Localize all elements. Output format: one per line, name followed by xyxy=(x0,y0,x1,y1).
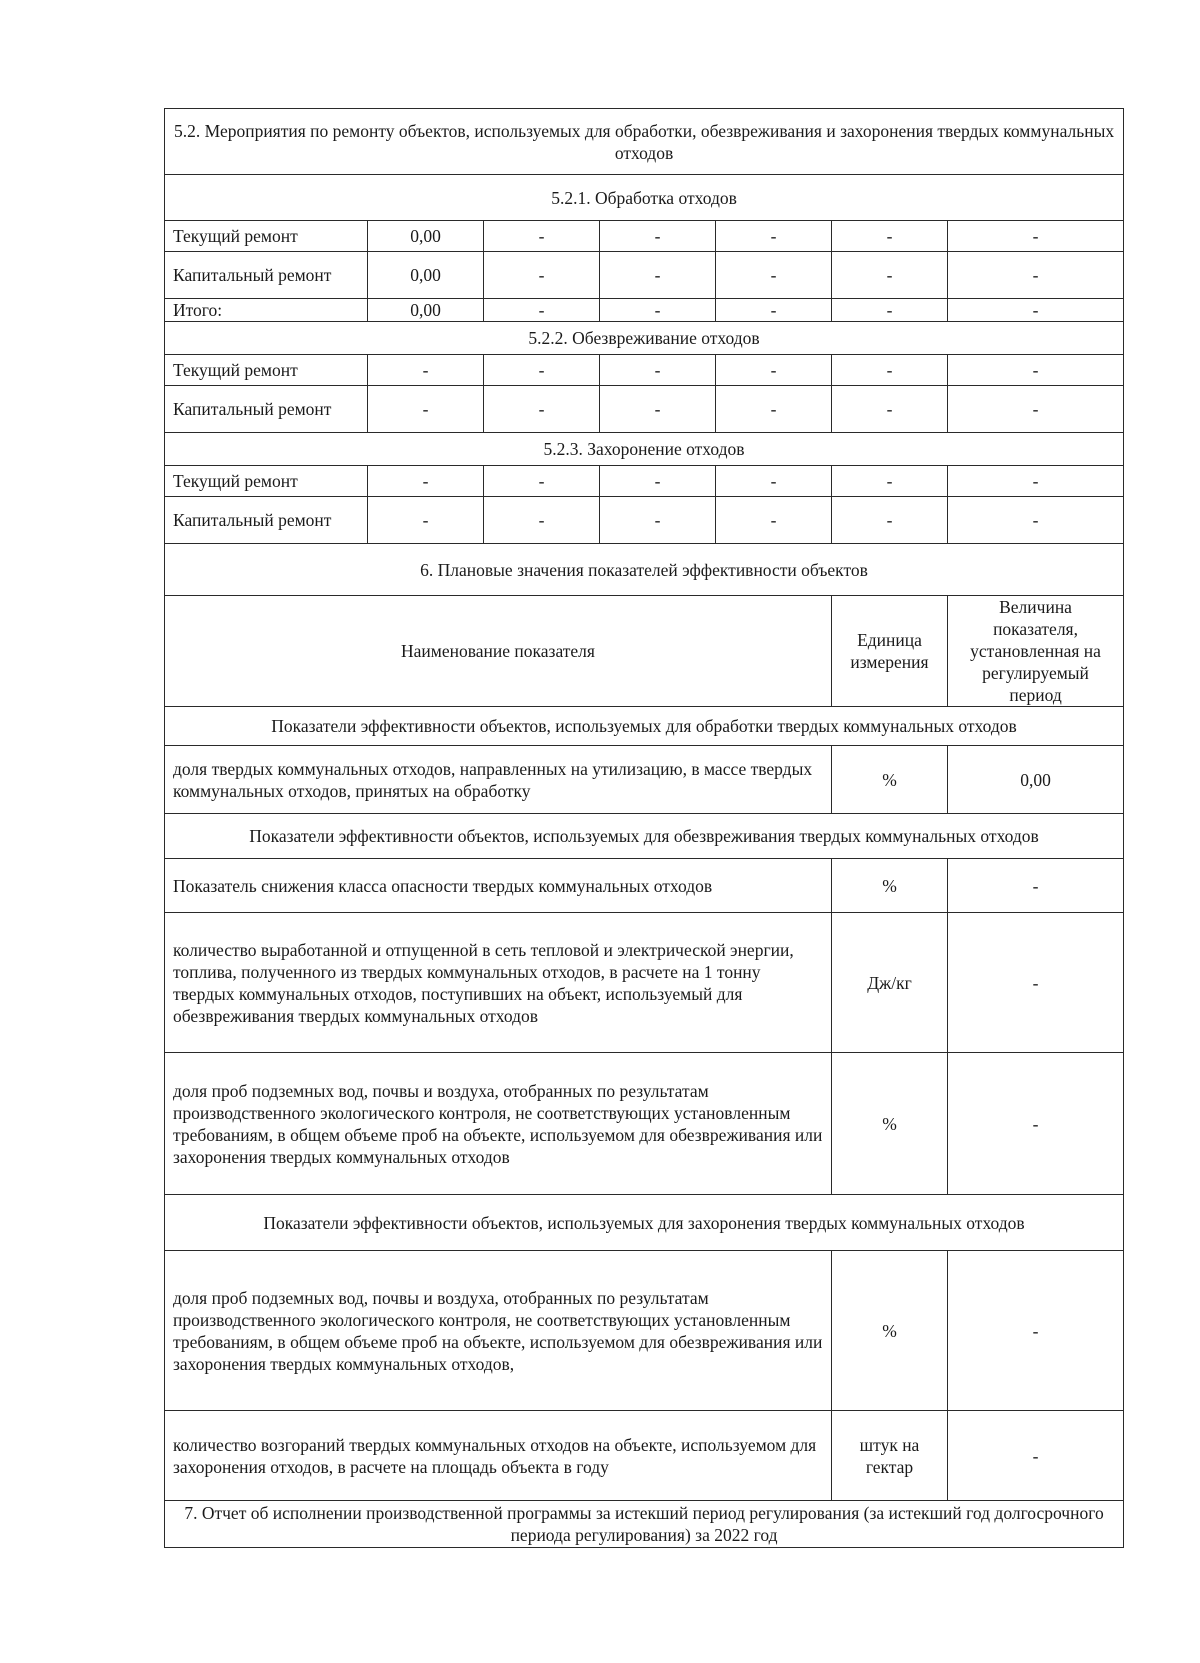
header-value: Величина показателя, установленная на регулируемый период xyxy=(948,596,1124,707)
row-label: Текущий ремонт xyxy=(165,355,368,386)
subsection-5-2-1-title: 5.2.1. Обработка отходов xyxy=(165,175,1124,221)
cell: - xyxy=(832,252,948,299)
table-row xyxy=(165,746,1124,814)
indicator-name: доля проб подземных вод, почвы и воздуха, отобранных по результатам производственного экологического контроля, не соответствующих установленным требованиям, в общем объеме проб на объекте, используемом для обезвреживания или захоронения твердых коммунальных отходов, xyxy=(165,1251,832,1411)
group-2-title: Показатели эффективности объектов, используемых для обезвреживания твердых коммунальных отходов xyxy=(165,814,1124,859)
indicator-name: Показатель снижения класса опасности твердых коммунальных отходов xyxy=(165,859,832,913)
cell: - xyxy=(368,466,484,497)
subsection-5-2-3-title: 5.2.3. Захоронение отходов xyxy=(165,433,1124,466)
section-5-2-title: 5.2. Мероприятия по ремонту объектов, используемых для обработки, обезвреживания и захоронения твердых коммунальных отходов xyxy=(165,109,1124,175)
header-unit: Единица измерения xyxy=(832,596,948,707)
subsection-5-2-2-title: 5.2.2. Обезвреживание отходов xyxy=(165,322,1124,355)
cell: - xyxy=(716,355,832,386)
cell: - xyxy=(948,355,1124,386)
cell: - xyxy=(832,466,948,497)
group-1-title: Показатели эффективности объектов, используемых для обработки твердых коммунальных отходов xyxy=(165,707,1124,746)
cell: - xyxy=(484,466,600,497)
cell: - xyxy=(832,221,948,252)
cell: 0,00 xyxy=(368,299,484,322)
cell: - xyxy=(484,221,600,252)
table-row xyxy=(165,1251,1124,1411)
cell: - xyxy=(368,355,484,386)
section-6-title: 6. Плановые значения показателей эффективности объектов xyxy=(165,544,1124,596)
cell: - xyxy=(948,386,1124,433)
row-label: Капитальный ремонт xyxy=(165,386,368,433)
cell: - xyxy=(368,386,484,433)
table-row xyxy=(165,913,1124,1053)
indicator-value: - xyxy=(948,1251,1124,1411)
cell: - xyxy=(484,252,600,299)
cell: - xyxy=(484,299,600,322)
indicator-value: 0,00 xyxy=(948,746,1124,814)
cell: - xyxy=(484,386,600,433)
row-label: Капитальный ремонт xyxy=(165,497,368,544)
cell: - xyxy=(948,221,1124,252)
cell: - xyxy=(368,497,484,544)
table-row xyxy=(165,221,1124,252)
cell: - xyxy=(716,221,832,252)
table-row xyxy=(165,355,1124,386)
indicator-unit: % xyxy=(832,1251,948,1411)
cell: - xyxy=(600,466,716,497)
indicator-unit: Дж/кг xyxy=(832,913,948,1053)
cell: - xyxy=(716,299,832,322)
cell: - xyxy=(832,386,948,433)
table-row xyxy=(165,859,1124,913)
cell: - xyxy=(948,299,1124,322)
cell: 0,00 xyxy=(368,221,484,252)
indicator-name: доля проб подземных вод, почвы и воздуха, отобранных по результатам производственного экологического контроля, не соответствующих установленным требованиям, в общем объеме проб на объекте, используемом для обезвреживания или захоронения твердых коммунальных отходов xyxy=(165,1053,832,1195)
cell: - xyxy=(948,252,1124,299)
cell: - xyxy=(600,252,716,299)
cell: - xyxy=(484,355,600,386)
cell: - xyxy=(948,466,1124,497)
row-label: Текущий ремонт xyxy=(165,466,368,497)
cell: - xyxy=(600,386,716,433)
report-table xyxy=(164,108,1124,1548)
cell: - xyxy=(832,497,948,544)
cell: - xyxy=(832,299,948,322)
cell: - xyxy=(600,221,716,252)
row-label: Итого: xyxy=(165,299,368,322)
cell: - xyxy=(600,497,716,544)
indicator-value: - xyxy=(948,1411,1124,1501)
indicator-name: доля твердых коммунальных отходов, направленных на утилизацию, в массе твердых коммунальных отходов, принятых на обработку xyxy=(165,746,832,814)
header-name: Наименование показателя xyxy=(165,596,832,707)
table-row xyxy=(165,252,1124,299)
table-row xyxy=(165,497,1124,544)
cell: - xyxy=(484,497,600,544)
indicator-value: - xyxy=(948,859,1124,913)
indicator-unit: % xyxy=(832,746,948,814)
cell: - xyxy=(716,466,832,497)
table-row xyxy=(165,386,1124,433)
group-3-title: Показатели эффективности объектов, используемых для захоронения твердых коммунальных отходов xyxy=(165,1195,1124,1251)
row-label: Капитальный ремонт xyxy=(165,252,368,299)
cell: - xyxy=(832,355,948,386)
indicator-unit: % xyxy=(832,1053,948,1195)
indicator-name: количество выработанной и отпущенной в сеть тепловой и электрической энергии, топлива, полученного из твердых коммунальных отходов, в расчете на 1 тонну твердых коммунальных отходов, поступивших на объект, используемый для обезвреживания твердых коммунальных отходов xyxy=(165,913,832,1053)
indicator-unit: % xyxy=(832,859,948,913)
cell: - xyxy=(716,497,832,544)
table-row xyxy=(165,1053,1124,1195)
cell: - xyxy=(716,252,832,299)
indicator-value: - xyxy=(948,1053,1124,1195)
table-row xyxy=(165,1411,1124,1501)
row-label: Текущий ремонт xyxy=(165,221,368,252)
cell: - xyxy=(600,355,716,386)
indicator-value: - xyxy=(948,913,1124,1053)
section-7-title: 7. Отчет об исполнении производственной программы за истекший период регулирования (за истекший год долгосрочного периода регулирования) за 2022 год xyxy=(165,1501,1124,1548)
cell: - xyxy=(948,497,1124,544)
indicator-name: количество возгораний твердых коммунальных отходов на объекте, используемом для захоронения отходов, в расчете на площадь объекта в году xyxy=(165,1411,832,1501)
indicator-unit: штук на гектар xyxy=(832,1411,948,1501)
cell: - xyxy=(600,299,716,322)
table-row xyxy=(165,299,1124,322)
cell: 0,00 xyxy=(368,252,484,299)
cell: - xyxy=(716,386,832,433)
table-row xyxy=(165,466,1124,497)
